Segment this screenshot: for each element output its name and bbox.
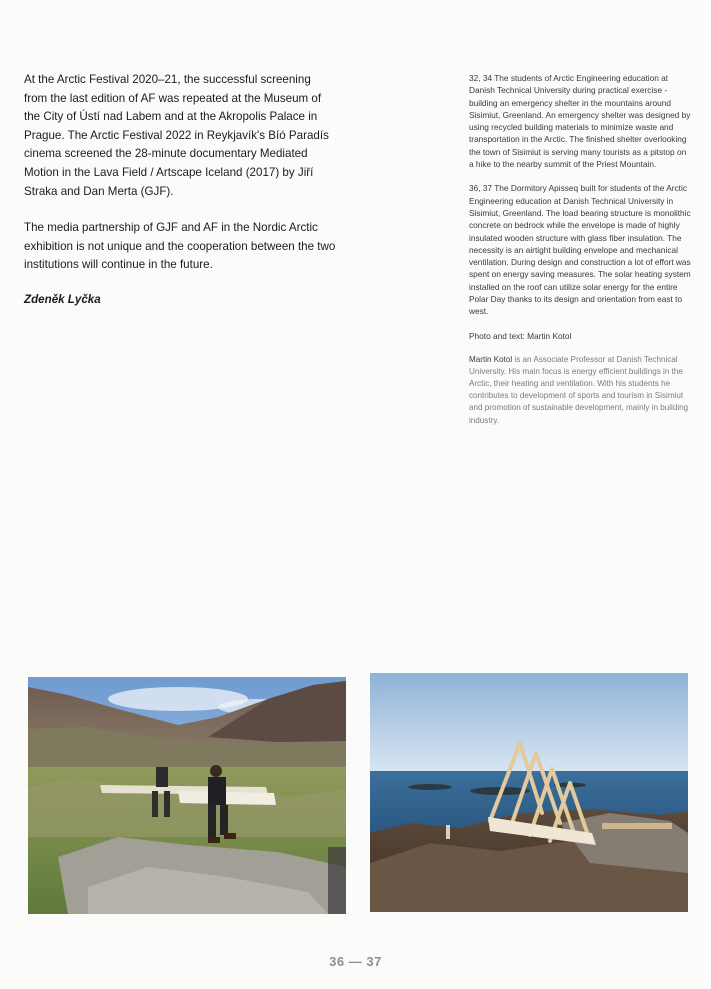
bio-name: Martin Kotol — [469, 354, 513, 364]
page-numbers: 36 — 37 — [329, 954, 382, 969]
author-bio — [469, 354, 691, 427]
photo-students-carrying-planks — [28, 677, 346, 914]
article-paragraph-1: At the Arctic Festival 2020–21, the successful screening from the last edition of AF was repeated at the Museum of the City of Ústí nad Labem and at the Akropolis Palace in Prague. The Arctic Festival 2022 in Reykjavík's Bíó Paradís cinema screened the 28-minute documentary Mediated Motion in the Lava Field / Artscape Iceland (2017) by Jiří Straka and Dan Merta (GJF). — [24, 73, 329, 198]
caption-column — [469, 72, 691, 427]
photo-aframe-shelter — [370, 673, 688, 912]
article-paragraph-2: The media partnership of GJF and AF in the Nordic Arctic exhibition is not unique and the cooperation between the two institutions will continue in the future. — [24, 221, 336, 272]
photo-credit: Photo and text: Martin Kotol — [469, 330, 572, 341]
article-column — [24, 71, 336, 306]
caption-32-34: 32, 34 The students of Arctic Engineering education at Danish Technical University during practical exercise - building an emergency shelter in the mountains around Sisimiut, Greenland. An emergency shelter was designed by using recycled building materials to minimize waste and transportation in the Arctic. The finished shelter overlooking the town of Sisimiut is serving many tourists as a pitstop on a hike to the nearby summit of the Priest Mountain. — [469, 73, 691, 170]
article-author: Zdeněk Lyčka — [24, 292, 101, 306]
caption-36-37: 36, 37 The Dormitory Apisseq built for students of the Arctic Engineering education at Danish Technical University in Sisimiut, Greenland. The load bearing structure is monolithic concrete on bedrock while the envelope is made of highly insulated wooden structure with glass fiber insulation. The necessity is an airtight building envelope and mechanical ventilation. During design and construction a lot of effort was spent on energy saving measures. The solar heating system installed on the roof can utilize solar energy for the entire Polar Day thanks to its design and orientation from east to west. — [469, 183, 691, 317]
bio-text: is an Associate Professor at Danish Technical University. His main focus is energy efficient buildings in the Arctic, their heating and ventilation. With his students he contributes to development of sports and tourism in Sisimiut and promotion of sustainable development, mainly in building industry. — [469, 354, 689, 425]
